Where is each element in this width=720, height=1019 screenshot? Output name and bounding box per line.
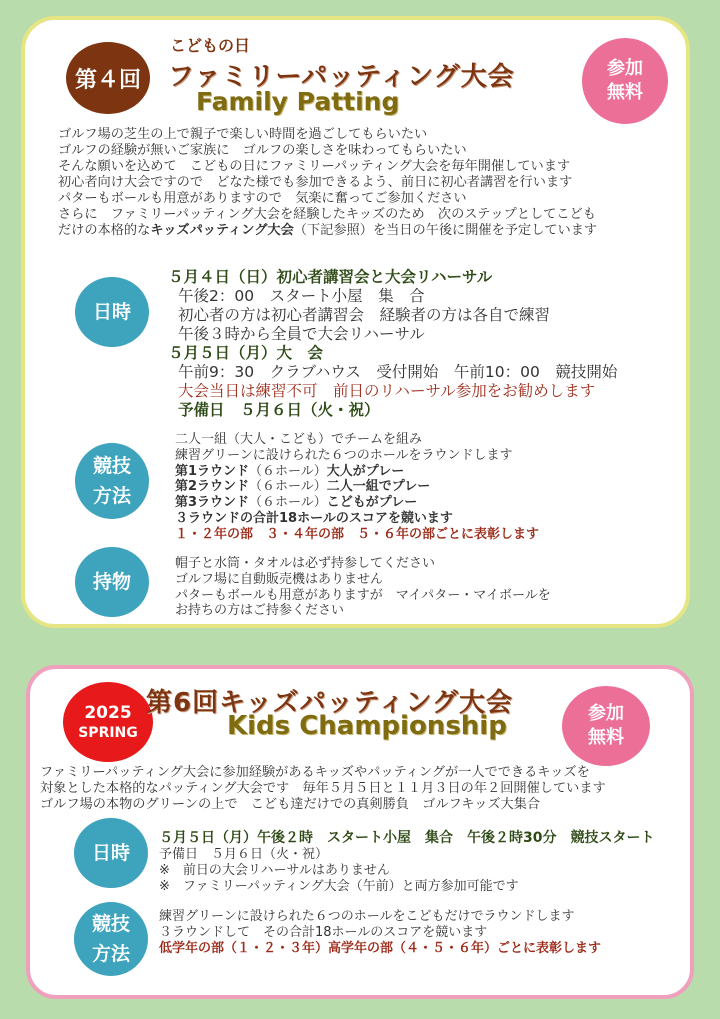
day2-heading: ５月５日（月）大 会	[168, 344, 324, 362]
year-text: 2025	[84, 703, 132, 723]
intro-line: ゴルフ場の本物のグリーンの上で こども達だけでの真剣勝負 ゴルフキッズ大集合	[40, 797, 541, 812]
round-holes: （６ホール）	[249, 495, 327, 511]
rules-awards: １・２年の部 ３・４年の部 ５・６年の部ごとに表彰します	[175, 526, 540, 542]
bring-line: ゴルフ場に自動販売機はありません	[175, 571, 384, 587]
intro-line: そんな願いを込めて こどもの日にファミリーパッティング大会を毎年開催しています	[58, 159, 571, 174]
round-name: 第1ラウンド	[175, 463, 250, 479]
event1-bring	[175, 556, 551, 619]
event1-intro	[58, 127, 597, 239]
round-row	[175, 495, 539, 511]
intro-line: さらに ファミリーパッティング大会を経験したキッズのため 次のステップとしてこども	[58, 207, 596, 222]
intro-line	[58, 223, 597, 239]
free-badge-line1: 参加	[607, 58, 643, 79]
intro-line: ゴルフ場の芝生の上で親子で楽しい時間を過ごしてもらいたい	[58, 127, 428, 142]
intro-text: だけの本格的な	[58, 223, 151, 238]
event2-title: 第6回キッズパッティング大会	[146, 688, 513, 718]
free-entry-badge	[562, 686, 650, 766]
intro-line: 初心者向け大会ですので どなた様でも参加できるよう、前日に初心者講習を行います	[58, 175, 573, 190]
round-who: 二人一組でプレー	[326, 479, 431, 495]
schedule-line: ※ 前日の大会リハーサルはありません	[159, 862, 390, 878]
event1-schedule	[168, 268, 617, 420]
edition-badge: 第４回	[66, 42, 150, 114]
rules-label	[75, 443, 149, 519]
rules-label	[74, 902, 148, 976]
reserve-day: 予備日 ５月６日（火・祝）	[178, 401, 380, 419]
schedule-line: 午後2：00 スタート小屋 集 合	[178, 287, 425, 305]
rules-label-line1: 競技	[91, 913, 130, 935]
event2-intro	[40, 765, 606, 813]
round-name: 第3ラウンド	[175, 495, 250, 511]
round-who: こどもがプレー	[326, 495, 418, 511]
free-badge-line2: 無料	[607, 82, 643, 103]
intro-line: ファミリーパッティング大会に参加経験があるキッズやパッティングが一人でできるキッズを	[40, 765, 590, 780]
intro-line: ゴルフの経験が無いご家族に ゴルフの楽しさを味わってもらいたい	[58, 143, 467, 158]
intro-bold-text: キッズパッティング大会	[150, 223, 294, 238]
event2-schedule	[159, 829, 654, 894]
round-name: 第2ラウンド	[175, 479, 250, 495]
event1-rules	[175, 432, 539, 543]
schedule-heading: ５月５日（月）午後２時 スタート小屋 集合 午後２時30分 競技スタート	[159, 830, 655, 846]
rules-label-line1: 競技	[92, 455, 131, 477]
season-text: SPRING	[78, 725, 138, 741]
schedule-line: 午前9：30 クラブハウス 受付開始 午前10：00 競技開始	[178, 363, 618, 381]
round-who: 大人がプレー	[326, 463, 405, 479]
rules-label-line2: 方法	[92, 485, 131, 507]
round-row	[175, 479, 539, 495]
round-holes: （６ホール）	[249, 463, 327, 479]
event2-title-en: Kids Championship	[227, 711, 507, 741]
bring-line: お持ちの方はご持参ください	[175, 603, 345, 619]
event1-subtitle: こどもの日	[170, 36, 251, 55]
intro-line: パターもボールも用意がありますので 気楽に奮ってご参加ください	[58, 191, 467, 206]
intro-line: 対象とした本格的なパッティング大会です 毎年５月５日と１１月３日の年２回開催しています	[40, 781, 606, 796]
rules-line: ３ラウンドして その合計18ホールのスコアを競います	[159, 924, 488, 940]
free-badge-line1: 参加	[588, 703, 624, 724]
event2-rules	[159, 909, 601, 956]
round-holes: （６ホール）	[249, 479, 327, 495]
bring-line: 帽子と水筒・タオルは必ず持参してください	[175, 556, 436, 571]
rules-total: ３ラウンドの合計18ホールのスコアを競います	[175, 510, 453, 526]
intro-text: （下記参照）を当日の午後に開催を予定しています	[293, 223, 598, 238]
rules-line: 練習グリーンに設けられた６つのホールをラウンドします	[175, 447, 513, 463]
free-entry-badge	[582, 38, 668, 124]
schedule-line: 午後３時から全員で大会リハーサル	[178, 325, 425, 343]
round-row	[175, 464, 539, 480]
rules-awards: 低学年の部（１・２・３年）高学年の部（４・５・６年）ごとに表彰します	[159, 940, 602, 956]
event1-title-en: Family Patting	[196, 87, 400, 116]
rules-line: 二人一組（大人・こども）でチームを組み	[175, 432, 423, 447]
free-badge-line2: 無料	[588, 727, 624, 748]
year-badge	[63, 682, 153, 762]
schedule-line: 初心者の方は初心者講習会 経験者の方は各自で練習	[178, 306, 551, 324]
rules-label-line2: 方法	[91, 943, 130, 965]
schedule-label: 日時	[74, 818, 148, 888]
schedule-note: 大会当日は練習不可 前日のリハーサル参加をお勧めします	[178, 382, 596, 400]
bring-label: 持物	[75, 547, 149, 617]
schedule-line: ※ ファミリーパッティング大会（午前）と両方参加可能です	[159, 878, 519, 894]
schedule-label: 日時	[75, 277, 149, 347]
event1-title: ファミリーパッティング大会	[168, 62, 515, 92]
day1-heading: ５月４日（日）初心者講習会と大会リハーサル	[168, 268, 493, 286]
schedule-line: 予備日 ５月６日（火・祝）	[159, 847, 329, 862]
bring-line: パターもボールも用意がありますが マイパター・マイボールを	[175, 587, 551, 603]
rules-line: 練習グリーンに設けられた６つのホールをこどもだけでラウンドします	[159, 909, 575, 924]
